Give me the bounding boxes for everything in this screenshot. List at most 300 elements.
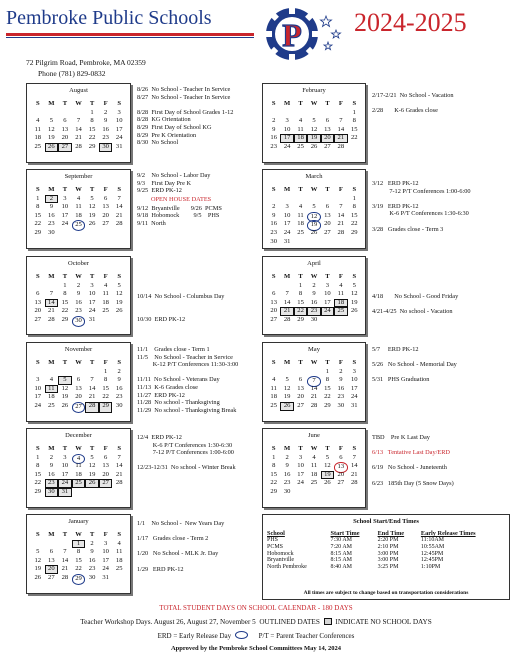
table-cell: 1:10PM — [420, 564, 441, 571]
calendar-day: 20 — [321, 134, 334, 143]
calendar-day: 6 — [103, 194, 108, 202]
empty-day — [99, 316, 113, 327]
open-house — [137, 196, 257, 227]
empty-day — [72, 488, 86, 497]
calendar-day: 17 — [34, 393, 42, 401]
event-line: 9/3 First Day Pre K — [137, 179, 192, 187]
calendar-day: 1 — [352, 108, 356, 116]
calendar-day: 25 — [72, 479, 86, 488]
event-line: 9/25 ERD PK-12 — [137, 187, 182, 195]
events-november — [137, 346, 238, 414]
month-grid — [31, 186, 126, 238]
event-line: 2/17-2/21 No School - Vacation — [372, 92, 454, 99]
event-line: 1/29 ERD PK-12 — [137, 565, 184, 573]
event-line: 3/28 Grades close - Term 3 — [372, 225, 444, 233]
month-grid — [31, 359, 126, 411]
event-line: 2/28 K-6 Grades close — [372, 107, 438, 115]
calendar-day: 27 — [102, 220, 109, 228]
calendar-day: 6 — [49, 548, 53, 556]
empty-day — [280, 282, 293, 291]
table-row — [266, 551, 506, 558]
calendar-day: 21 — [115, 470, 123, 478]
calendar-day: 6 — [339, 453, 343, 461]
week-row — [31, 540, 126, 549]
month-grid — [31, 100, 126, 152]
event-line — [137, 558, 224, 566]
calendar-day: 10 — [102, 548, 109, 556]
calendar-day: 26 — [310, 228, 318, 236]
calendar-day: 16 — [310, 298, 318, 306]
calendar-day: 15 — [324, 384, 331, 392]
calendar-day: 10 — [324, 290, 331, 298]
event-line: 3/12 ERD PK-12 — [372, 180, 419, 187]
calendar-day: 13 — [324, 125, 331, 133]
week-row — [267, 282, 361, 291]
month-name: March — [305, 173, 323, 180]
calendar-day: 9 — [49, 462, 53, 470]
event-line: 9/2 No School - Labor Day — [137, 172, 211, 179]
calendar-day: 26 — [310, 142, 318, 150]
month-may — [262, 342, 366, 422]
calendar-day: 18 — [310, 470, 318, 478]
calendar-day: 19 — [48, 134, 55, 142]
table-cell: 3:00 PM — [377, 557, 399, 564]
weekday-label: S — [117, 359, 122, 366]
week-row — [267, 462, 361, 471]
calendar-day: 13 — [61, 125, 69, 133]
calendar-day: 5 — [90, 194, 94, 202]
table-cell: Bryantville — [267, 557, 294, 564]
calendar-day: 2 — [272, 117, 276, 125]
calendar-day: 8 — [352, 117, 356, 125]
calendar-day: 23 — [337, 393, 345, 401]
week-row — [31, 471, 126, 480]
weekday-label: F — [103, 273, 108, 280]
table-cell: 2:10 PM — [377, 543, 399, 550]
week-row — [31, 548, 126, 557]
calendar-day: 30 — [88, 573, 96, 581]
calendar-day: 19 — [115, 298, 123, 306]
logo-letter: P — [282, 17, 302, 53]
calendar-day: 26 — [280, 402, 293, 411]
calendar-day: 20 — [270, 307, 277, 315]
table-cell: PHS — [267, 537, 279, 543]
calendar-day: 2 — [339, 367, 343, 375]
calendar-day: 2 — [117, 367, 121, 375]
calendar-day: 15 — [297, 298, 304, 306]
calendar-day: 28 — [337, 142, 345, 150]
weekday-label: S — [352, 359, 357, 366]
open-house-line: 9/12 Bryantville 9/26 PCMS — [137, 204, 222, 212]
empty-day — [267, 109, 280, 118]
calendar-day: 21 — [75, 134, 82, 142]
calendar-day: 13 — [34, 298, 42, 306]
calendar-day: 3 — [36, 376, 40, 384]
calendar-day: 22 — [294, 307, 307, 316]
calendar-day: 24 — [58, 479, 72, 488]
weekday-header — [31, 445, 126, 454]
event-line — [372, 369, 457, 377]
calendar-day: 9 — [49, 203, 53, 211]
empty-day — [85, 488, 99, 497]
weekday-label: T — [325, 273, 330, 280]
weekday-label: T — [89, 273, 95, 280]
weekday-label: M — [48, 273, 55, 280]
event-line: 8/29 First Day of School KG — [137, 123, 212, 131]
calendar-day: 4 — [76, 194, 81, 202]
events-march — [372, 180, 471, 233]
week-row — [267, 126, 361, 135]
empty-day — [31, 282, 45, 291]
weekday-label: T — [298, 100, 303, 107]
weekday-label: W — [310, 186, 318, 193]
calendar-day: 4 — [72, 454, 86, 465]
calendar-day: 9 — [285, 462, 289, 470]
event-line: 10/30 ERD PK-12 — [137, 315, 186, 323]
calendar-day: 28 — [310, 401, 318, 409]
calendar-day: 20 — [34, 307, 42, 315]
week-row — [31, 385, 126, 394]
empty-day — [334, 109, 347, 118]
empty-day — [348, 316, 361, 325]
week-row — [31, 212, 126, 221]
calendar-day: 2 — [49, 453, 53, 461]
event-line — [372, 195, 471, 203]
calendar-day: 27 — [337, 479, 345, 487]
week-row — [31, 454, 126, 463]
event-line: 3/19 ERD PK-12 — [372, 202, 419, 210]
week-row — [267, 402, 361, 411]
week-row — [267, 307, 361, 316]
event-line — [372, 442, 454, 450]
calendar-day: 14 — [45, 299, 59, 308]
event-line: 8/28 KG Orientation — [137, 116, 191, 124]
calendar-day: 17 — [350, 384, 358, 392]
calendar-day: 7 — [285, 290, 289, 298]
calendar-day: 1 — [36, 453, 40, 461]
calendar-day: 11 — [75, 203, 82, 211]
empty-day — [99, 488, 113, 497]
col-school: School — [267, 530, 285, 537]
calendar-day: 19 — [321, 471, 334, 480]
event-line: 8/30 No School — [137, 139, 179, 147]
calendar-day: 2 — [90, 539, 94, 547]
calendar-day: 22 — [34, 220, 42, 228]
weekday-label: W — [310, 100, 318, 107]
calendar-day: 25 — [102, 307, 109, 315]
calendar-day: 20 — [45, 565, 59, 574]
weekday-label: S — [117, 531, 122, 538]
weekday-label: S — [117, 100, 122, 107]
event-line: K-12 P/T Conferences 11:30-3:00 — [137, 361, 239, 369]
calendar-day: 1 — [103, 367, 108, 375]
calendar-day: 30 — [72, 316, 86, 327]
calendar-day: 8 — [90, 117, 94, 125]
workshop-dates: . August 26, August 27, November 5 — [150, 618, 256, 626]
weekday-label: M — [48, 359, 55, 366]
weekday-label: S — [35, 186, 40, 193]
calendar-day: 20 — [337, 470, 345, 478]
week-row — [31, 126, 126, 135]
weekday-label: S — [35, 531, 40, 538]
calendar-day: 8 — [352, 203, 356, 211]
calendar-day: 11 — [34, 125, 41, 133]
month-grid — [267, 100, 361, 152]
calendar-day: 1 — [298, 281, 303, 289]
weekday-label: W — [75, 273, 82, 280]
month-november — [26, 342, 131, 422]
empty-day — [294, 238, 307, 247]
weekday-label: T — [89, 531, 95, 538]
empty-day — [294, 109, 307, 118]
calendar-day: 28 — [283, 315, 291, 323]
calendar-day: 11 — [310, 462, 318, 470]
weekday-label: M — [48, 100, 55, 107]
calendar-day: 18 — [115, 556, 123, 564]
calendar-day: 24 — [115, 134, 123, 142]
event-line — [372, 278, 458, 286]
calendar-day: 1 — [36, 194, 40, 202]
calendar-day: 24 — [297, 479, 304, 487]
calendar-day: 21 — [334, 134, 347, 143]
weekday-label: S — [271, 445, 276, 452]
weekday-label: W — [75, 100, 82, 107]
month-grid — [31, 531, 126, 583]
calendar-day: 27 — [34, 315, 42, 323]
calendar-day: 5 — [312, 117, 316, 125]
event-line: 4/18 No School - Good Friday — [372, 293, 459, 301]
weekday-label: T — [89, 359, 95, 366]
school-title: Pembroke Public Schools — [6, 7, 212, 29]
week-row — [31, 282, 126, 291]
weekday-label: T — [89, 100, 95, 107]
calendar-day: 30 — [310, 315, 318, 323]
phone: Phone (781) 829-0832 — [38, 69, 106, 78]
calendar-day: 23 — [102, 134, 109, 142]
month-september — [26, 169, 131, 249]
calendar-day: 28 — [85, 402, 99, 413]
open-house-line: 9/11 North — [137, 219, 166, 227]
calendar-day: 28 — [115, 220, 123, 228]
month-name: December — [65, 432, 92, 439]
weekday-label: S — [352, 445, 357, 452]
month-june — [262, 428, 366, 508]
week-row — [31, 574, 126, 583]
calendar-day: 27 — [72, 402, 86, 413]
table-cell: 8:15 AM — [330, 557, 353, 564]
calendar-day: 3 — [298, 453, 303, 461]
calendar-day: 10 — [297, 462, 304, 470]
event-line: K-6 P/T Conferences 1:30-6:30 — [137, 441, 233, 449]
calendar-day: 25 — [115, 565, 123, 573]
calendar-day: 25 — [334, 307, 347, 316]
calendar-day: 9 — [272, 211, 276, 219]
calendar-day: 4 — [298, 203, 303, 211]
calendar-day: 4 — [49, 376, 53, 384]
weekday-label: S — [352, 273, 357, 280]
calendar-day: 17 — [88, 298, 96, 306]
event-line: 11/13 K-6 Grades close — [137, 383, 198, 391]
month-name: November — [64, 346, 93, 353]
calendar-day: 17 — [102, 556, 109, 564]
calendar-day: 22 — [324, 393, 331, 401]
address: 72 Pilgrim Road, Pembroke, MA 02359 — [26, 58, 146, 67]
month-august — [26, 83, 131, 163]
empty-day — [112, 574, 126, 585]
calendar-day: 6 — [103, 453, 108, 461]
weekday-label: M — [284, 186, 291, 193]
weekday-label: T — [298, 273, 303, 280]
empty-day — [31, 368, 45, 377]
event-line — [372, 354, 457, 362]
event-line: 4/21-4/25 No school - Vacation — [372, 308, 453, 316]
calendar-day: 22 — [350, 134, 358, 142]
calendar-day: 21 — [337, 220, 345, 228]
total-days: TOTAL STUDENT DAYS ON SCHOOL CALENDAR - 180 DAYS — [159, 604, 353, 612]
calendar-day: 20 — [324, 220, 331, 228]
month-march — [262, 169, 366, 249]
calendar-day: 30 — [99, 143, 113, 152]
calendar-day: 5 — [90, 453, 94, 461]
table-cell: 3:00 PM — [377, 550, 399, 557]
calendar-day: 19 — [61, 393, 69, 401]
event-line — [372, 100, 454, 108]
week-row — [267, 220, 361, 229]
week-row — [267, 316, 361, 325]
event-line: 1/17 Grades close - Term 2 — [137, 535, 209, 543]
calendar-day: 18 — [34, 134, 42, 142]
calendar-day: 13 — [324, 211, 331, 219]
weekday-label: M — [284, 100, 291, 107]
weekday-header — [267, 359, 361, 368]
calendar-day: 16 — [270, 220, 277, 228]
empty-day — [348, 488, 361, 497]
calendar-day: 16 — [270, 134, 277, 142]
empty-day — [267, 195, 280, 204]
calendar-day: 25 — [34, 142, 42, 150]
calendar-day: 16 — [283, 470, 291, 478]
calendar-day: 4 — [298, 117, 303, 125]
table-cell: 8:40 AM — [330, 564, 353, 571]
empty-day — [294, 195, 307, 204]
empty-day — [58, 540, 72, 549]
empty-day — [348, 143, 361, 152]
month-december — [26, 428, 131, 508]
calendar-day: 19 — [307, 220, 320, 231]
calendar-day: 4 — [36, 117, 40, 125]
event-line: 8/26 No School - Teacher In Service — [137, 86, 231, 93]
event-line: 5/31 PHS Graduation — [372, 376, 430, 384]
event-line — [372, 218, 471, 226]
month-january — [26, 514, 131, 594]
week-row — [267, 203, 361, 212]
calendar-day: 22 — [75, 565, 82, 573]
weekday-label: F — [338, 186, 343, 193]
week-row — [267, 238, 361, 247]
week-row — [267, 368, 361, 377]
calendar-day: 16 — [115, 384, 123, 392]
month-name: January — [68, 518, 89, 525]
calendar-day: 8 — [76, 548, 81, 556]
empty-day — [334, 195, 347, 204]
erd-legend — [0, 631, 512, 640]
calendar-day: 21 — [310, 393, 318, 401]
empty-day — [307, 238, 320, 247]
calendar-day: 7 — [90, 376, 94, 384]
week-row — [31, 229, 126, 238]
calendar-day: 15 — [34, 211, 42, 219]
calendar-day: 20 — [102, 211, 109, 219]
calendar-day: 31 — [102, 573, 109, 581]
calendar-day: 14 — [75, 125, 82, 133]
calendar-day: 17 — [61, 470, 69, 478]
table-row — [266, 544, 506, 551]
calendar-day: 18 — [102, 298, 109, 306]
calendar-day: 24 — [321, 307, 334, 316]
calendar-day: 22 — [270, 479, 277, 487]
calendar-day: 27 — [48, 573, 55, 581]
calendar-day: 24 — [61, 220, 69, 228]
weekday-label: F — [338, 273, 343, 280]
calendar-day: 12 — [310, 125, 318, 133]
calendar-day: 15 — [350, 125, 358, 133]
month-grid — [31, 273, 126, 325]
calendar-day: 8 — [325, 376, 330, 384]
month-name: May — [308, 346, 320, 353]
empty-day — [45, 368, 59, 377]
calendar-day: 23 — [48, 220, 55, 228]
calendar-day: 21 — [350, 470, 358, 478]
week-row — [267, 143, 361, 152]
weekday-header — [267, 445, 361, 454]
calendar-day: 15 — [34, 470, 42, 478]
weekday-label: T — [89, 445, 95, 452]
empty-day — [334, 238, 347, 247]
weekday-label: S — [35, 359, 40, 366]
weekday-label: S — [35, 273, 40, 280]
calendar-day: 11 — [116, 548, 123, 556]
week-row — [31, 565, 126, 574]
event-line — [372, 286, 458, 294]
calendar-day: 25 — [297, 228, 304, 236]
calendar-day: 17 — [280, 134, 293, 143]
calendar-day: 10 — [283, 211, 291, 219]
calendar-day: 3 — [103, 539, 108, 547]
calendar-day: 18 — [297, 220, 304, 228]
event-line: 11/11 No School - Veterans Day — [137, 376, 220, 384]
calendar-day: 29 — [324, 401, 331, 409]
event-line — [137, 308, 224, 316]
calendar-day: 24 — [102, 565, 109, 573]
calendar-day: 23 — [307, 307, 320, 316]
empty-day — [45, 109, 59, 118]
event-line: 10/14 No School - Columbus Day — [137, 293, 225, 301]
weekday-label: M — [48, 531, 55, 538]
week-row — [31, 557, 126, 566]
weekday-label: T — [62, 100, 68, 107]
calendar-day: 9 — [339, 376, 343, 384]
calendar-day: 26 — [115, 307, 123, 315]
calendar-day: 25 — [72, 220, 86, 231]
calendar-day: 19 — [350, 298, 358, 306]
table-cell: 7:30 AM — [330, 537, 353, 543]
calendar-day: 1 — [325, 367, 330, 375]
open-house-title: OPEN HOUSE DATES — [151, 196, 212, 203]
calendar-day: 23 — [270, 228, 277, 236]
calendar-day: 27 — [324, 228, 331, 236]
calendar-day: 1 — [63, 281, 67, 289]
event-line: 11/1 Grades close - Term 1 — [137, 346, 210, 353]
